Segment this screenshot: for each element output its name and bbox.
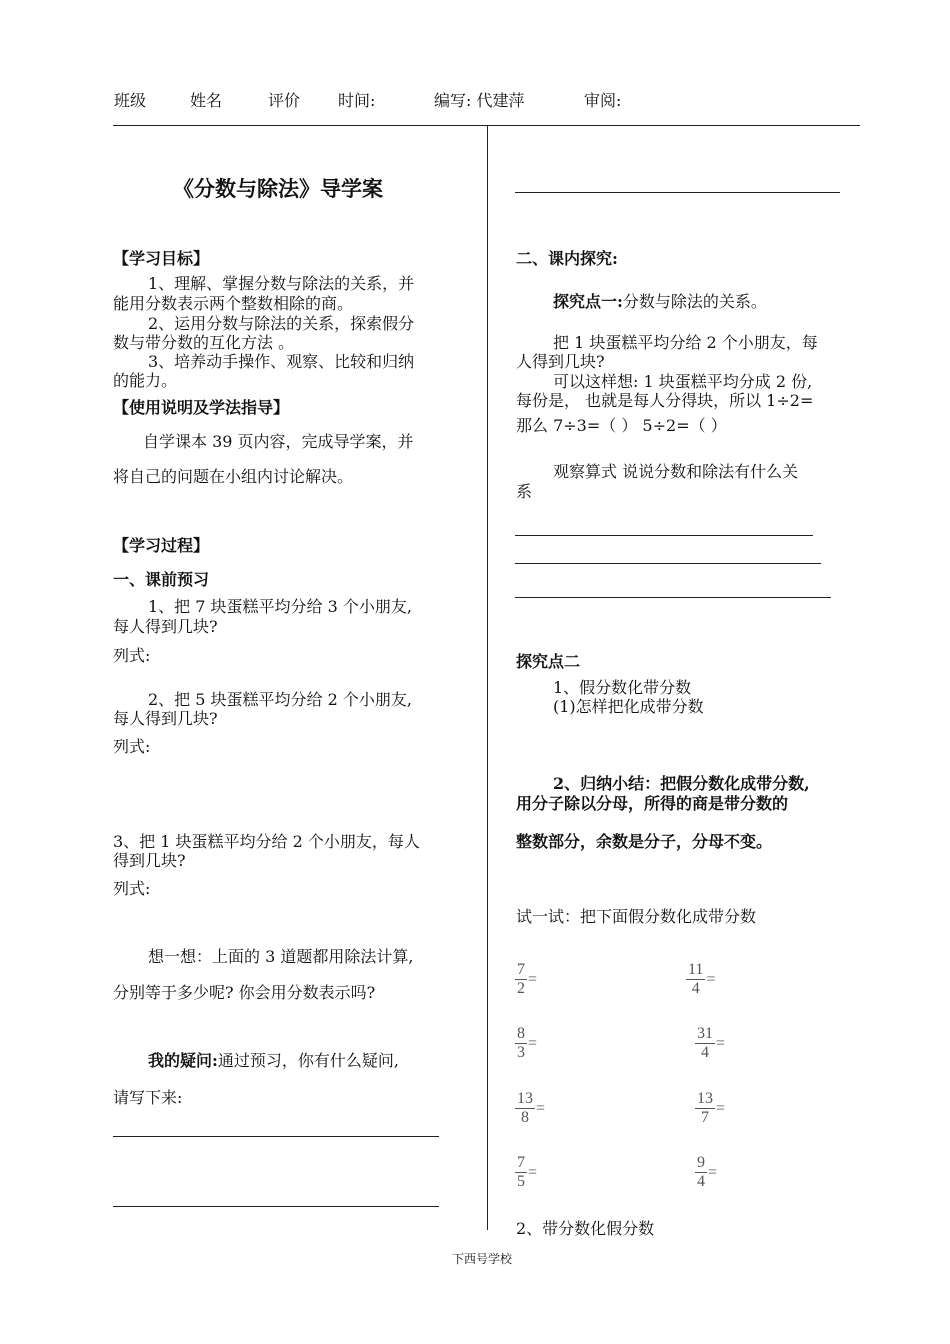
time-label: 时间: bbox=[338, 91, 376, 110]
observe-answer-line-3[interactable] bbox=[515, 597, 831, 598]
fraction-denominator: 7 bbox=[701, 1109, 709, 1126]
question-1-line-1: 1、把 7 块蛋糕平均分给 3 个小朋友, bbox=[148, 597, 412, 616]
mixed-heading: 2、带分数化假分数 bbox=[516, 1219, 655, 1238]
question-3-formula-label: 列式: bbox=[113, 879, 151, 898]
fraction-denominator: 8 bbox=[521, 1109, 529, 1126]
equals-sign: = bbox=[716, 1099, 726, 1117]
name-label: 姓名 bbox=[190, 91, 223, 110]
equals-sign: = bbox=[536, 1099, 546, 1117]
fraction-numerator: 13 bbox=[697, 1090, 713, 1107]
footer-school: 下西号学校 bbox=[452, 1252, 513, 1266]
think-line-1: 想一想：上面的 3 道题都用除法计算, bbox=[148, 947, 414, 966]
point-1-para-line-5: 那么 7÷3=（ ） 5÷2=（ ） bbox=[516, 416, 727, 435]
fraction-item bbox=[695, 1090, 725, 1127]
fraction-numerator: 13 bbox=[517, 1090, 533, 1107]
preview-heading: 一、课前预习 bbox=[113, 570, 210, 589]
eval-label: 评价 bbox=[268, 91, 301, 110]
right-top-line bbox=[515, 192, 840, 193]
point-2-item-1-sub: (1)怎样把化成带分数 bbox=[553, 697, 704, 716]
column-divider bbox=[487, 126, 488, 1230]
review-label: 审阅: bbox=[584, 91, 622, 110]
goal-1-line-1: 1、理解、掌握分数与除法的关系，并 bbox=[148, 274, 415, 293]
summary-line-1: 2、归纳小结：把假分数化成带分数, bbox=[553, 774, 810, 793]
guide-heading: 【使用说明及学法指导】 bbox=[113, 398, 290, 417]
equals-sign: = bbox=[528, 970, 538, 988]
doubt-label: 我的疑问: bbox=[148, 1051, 218, 1070]
fraction-item bbox=[686, 961, 715, 998]
goal-1-line-2: 能用分数表示两个整数相除的商。 bbox=[113, 294, 354, 313]
question-2-line-2: 每人得到几块? bbox=[113, 709, 218, 728]
question-3-line-2: 得到几块? bbox=[113, 851, 186, 870]
fraction-item bbox=[515, 1154, 537, 1191]
guide-line-1: 自学课本 39 页内容，完成导学案，并 bbox=[143, 432, 414, 451]
fraction-denominator: 5 bbox=[517, 1173, 525, 1190]
fraction-numerator: 11 bbox=[688, 961, 704, 978]
class-label: 班级 bbox=[114, 91, 147, 110]
doubt-text: 通过预习，你有什么疑问, bbox=[217, 1051, 400, 1070]
fraction-numerator: 31 bbox=[697, 1025, 713, 1042]
equals-sign: = bbox=[716, 1034, 726, 1052]
summary-line-3: 整数部分，余数是分子，分母不变。 bbox=[516, 832, 773, 851]
fraction-numerator: 7 bbox=[517, 961, 525, 978]
question-1-line-2: 每人得到几块? bbox=[113, 617, 218, 636]
fraction-item bbox=[515, 1025, 537, 1062]
inquiry-heading: 二、课内探究: bbox=[516, 249, 618, 268]
fraction-item bbox=[695, 1025, 725, 1062]
answer-line-1[interactable] bbox=[113, 1136, 439, 1137]
equals-sign: = bbox=[528, 1163, 538, 1181]
observe-line-2: 系 bbox=[516, 482, 533, 501]
goal-3-line-2: 的能力。 bbox=[113, 371, 178, 390]
equals-sign: = bbox=[706, 970, 716, 988]
page-title: 《分数与除法》导学案 bbox=[173, 176, 383, 201]
equals-sign: = bbox=[528, 1034, 538, 1052]
question-3-line-1: 3、把 1 块蛋糕平均分给 2 个小朋友，每人 bbox=[113, 832, 420, 851]
fraction-denominator: 3 bbox=[517, 1044, 525, 1061]
point-1-para-line-3: 可以这样想: 1 块蛋糕平均分成 2 份, bbox=[553, 372, 813, 391]
goal-2-line-2: 数与带分数的互化方法 。 bbox=[113, 333, 295, 352]
point-1-para-line-1: 把 1 块蛋糕平均分给 2 个小朋友，每 bbox=[553, 333, 818, 352]
observe-answer-line-1[interactable] bbox=[515, 535, 813, 536]
goal-2-line-1: 2、运用分数与除法的关系，探索假分 bbox=[148, 314, 415, 333]
fraction-item bbox=[515, 1090, 545, 1127]
question-1-formula-label: 列式: bbox=[113, 646, 151, 665]
fraction-item bbox=[695, 1154, 717, 1191]
point-1-text: 分数与除法的关系。 bbox=[622, 292, 767, 311]
fraction-numerator: 8 bbox=[517, 1025, 525, 1042]
goal-3-line-1: 3、培养动手操作、观察、比较和归纳 bbox=[148, 352, 415, 371]
think-line-2: 分别等于多少呢? 你会用分数表示吗? bbox=[113, 983, 376, 1002]
observe-line-1: 观察算式 说说分数和除法有什么关 bbox=[553, 462, 799, 481]
point-2-item-1: 1、假分数化带分数 bbox=[553, 678, 692, 697]
fraction-denominator: 2 bbox=[517, 980, 525, 997]
question-2-formula-label: 列式: bbox=[113, 737, 151, 756]
fraction-numerator: 9 bbox=[697, 1154, 705, 1171]
question-2-line-1: 2、把 5 块蛋糕平均分给 2 个小朋友, bbox=[148, 690, 412, 709]
answer-line-2[interactable] bbox=[113, 1206, 439, 1207]
fraction-denominator: 4 bbox=[701, 1044, 709, 1061]
equals-sign: = bbox=[708, 1163, 718, 1181]
point-2-heading: 探究点二 bbox=[516, 652, 581, 671]
fraction-item bbox=[515, 961, 537, 998]
doubt-line-2: 请写下来: bbox=[113, 1088, 183, 1107]
fraction-denominator: 4 bbox=[697, 1173, 705, 1190]
observe-answer-line-2[interactable] bbox=[515, 563, 821, 564]
point-1-para-line-2: 人得到几块? bbox=[516, 352, 605, 371]
point-1-line bbox=[553, 289, 767, 312]
point-1-para-line-4: 每份是， 也就是每人分得块，所以 1÷2= bbox=[516, 391, 814, 410]
goals-heading: 【学习目标】 bbox=[113, 249, 210, 268]
process-heading: 【学习过程】 bbox=[113, 536, 210, 555]
try-text: 试一试：把下面假分数化成带分数 bbox=[516, 907, 757, 926]
author-label: 编写: 代建萍 bbox=[434, 91, 525, 110]
guide-line-2: 将自己的问题在小组内讨论解决。 bbox=[113, 467, 354, 486]
fraction-denominator: 4 bbox=[691, 980, 700, 997]
doubt-line-1 bbox=[148, 1048, 399, 1071]
summary-line-2: 用分子除以分母，所得的商是带分数的 bbox=[516, 794, 789, 813]
point-1-label: 探究点一: bbox=[553, 292, 623, 311]
fraction-numerator: 7 bbox=[517, 1154, 525, 1171]
